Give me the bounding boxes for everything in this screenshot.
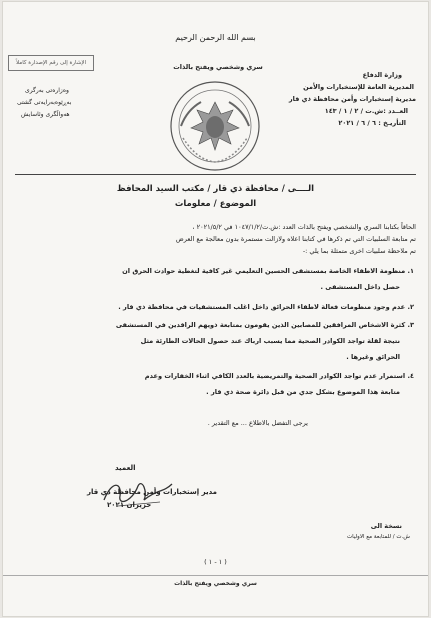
reference-box: الإشارة إلى رقم الإصدارة كاملاً [8,55,94,71]
document-date: التأريـخ : ٦ / ٦ / ٢٠٢١ [338,119,406,127]
document-page [3,2,428,616]
signatory-title: مدير إستخبارات وأمن محافظة ذي قار [87,488,217,496]
kurdish-sub-directorate: هەواڵگری وئاسایش [21,111,70,118]
copy-to-label: نسخة الى [370,522,402,530]
body-paragraph-1: الحاقاً بكتابنا السري والشخصي ويفتح بالذات العدد :ش.ت/١٠٤٧/١/٢ في ٢٠٢١/٥/٢ ، [192,223,416,231]
kurdish-directorate-name: بەڕێوەبەرایەتی گشتی [17,99,72,106]
reference-number: العــدد :ش.ت / ٢ / ١ / ١٤٣ [324,107,408,115]
item-4-line-1: ٤. استمرار عدم تواجد الكوادر الصحية والتمريضية بالعدد الكافي اثناء الخفارات وعدم [144,372,414,380]
page-number: ( ١ - ١ ) [204,558,227,566]
ministry-name: وزارة الدفاع [362,71,402,79]
item-3-line-2: نتيجة لقلة تواجد الكوادر الصحية مما يسبب ارباك عند حصول الحالات الطارئة مثل [140,337,400,345]
secrecy-marking-top: سري وشخصي ويفتح بالذات [173,63,263,71]
directorate-name: المديرية العامة للإستخبارات والأمن [303,83,414,91]
body-paragraph-2: تم متابعة السلبيات التي تم ذكرها في كتابنا اعلاه ولازالت مستمرة بدون معالجة مع العرض [175,235,416,243]
body-paragraph-3: تم ملاحظة سلبيات اخرى متمثلة بما يلي :- [302,247,416,255]
agency-emblem-icon [167,80,263,172]
basmala: بسم الله الرحمن الرحيم [175,33,256,42]
secrecy-marking-bottom: سري وشخصي ويفتح بالذات [174,580,257,587]
sub-directorate-name: مديرية إستخبارات وأمن محافظة ذي قار [288,95,416,103]
subject-line: الموضوع / معلومات [174,199,257,209]
kurdish-ministry-name: وەزارەتی بەرگری [25,87,69,94]
signature-date: حزيران ٢٠٢١ [107,501,152,509]
item-1-line-1: ١. منظومة الاطفاء الخاصة بمستشفى الحسين التعليمي غير كافية لتغطية حوادث الحرق ان [122,267,414,275]
item-3-line-3: الحرائق وغيرها . [346,353,400,361]
copy-to-line: ش.ت / للمتابعة مع الاوليات [346,534,410,540]
item-1-line-2: حصل داخل المستشفى . [320,283,400,291]
closing-line: يرجى التفضل بالاطلاع ... مع التقدير . [207,419,308,427]
signatory-rank: العميد [115,464,136,472]
header-divider [15,174,416,175]
item-4-line-2: متابعة هذا الموضوع بشكل جدي من قبل دائرة صحة ذي قار . [206,388,400,396]
item-3-line-1: ٣. كثرة الاشخاص المرافقين للمصابين الذين يقومون بمتابعة ذويهم الراقدين في المستشفى [115,321,414,329]
recipient-line: الــــى / محافظة ذي قار / مكتب السيد المحافظ [116,184,315,194]
footer-divider [3,575,428,576]
item-2: ٢. عدم وجود منظومات فعالة لاطفاء الحرائق داخل اغلب المستشفيات في محافظة ذي قار . [118,303,414,311]
